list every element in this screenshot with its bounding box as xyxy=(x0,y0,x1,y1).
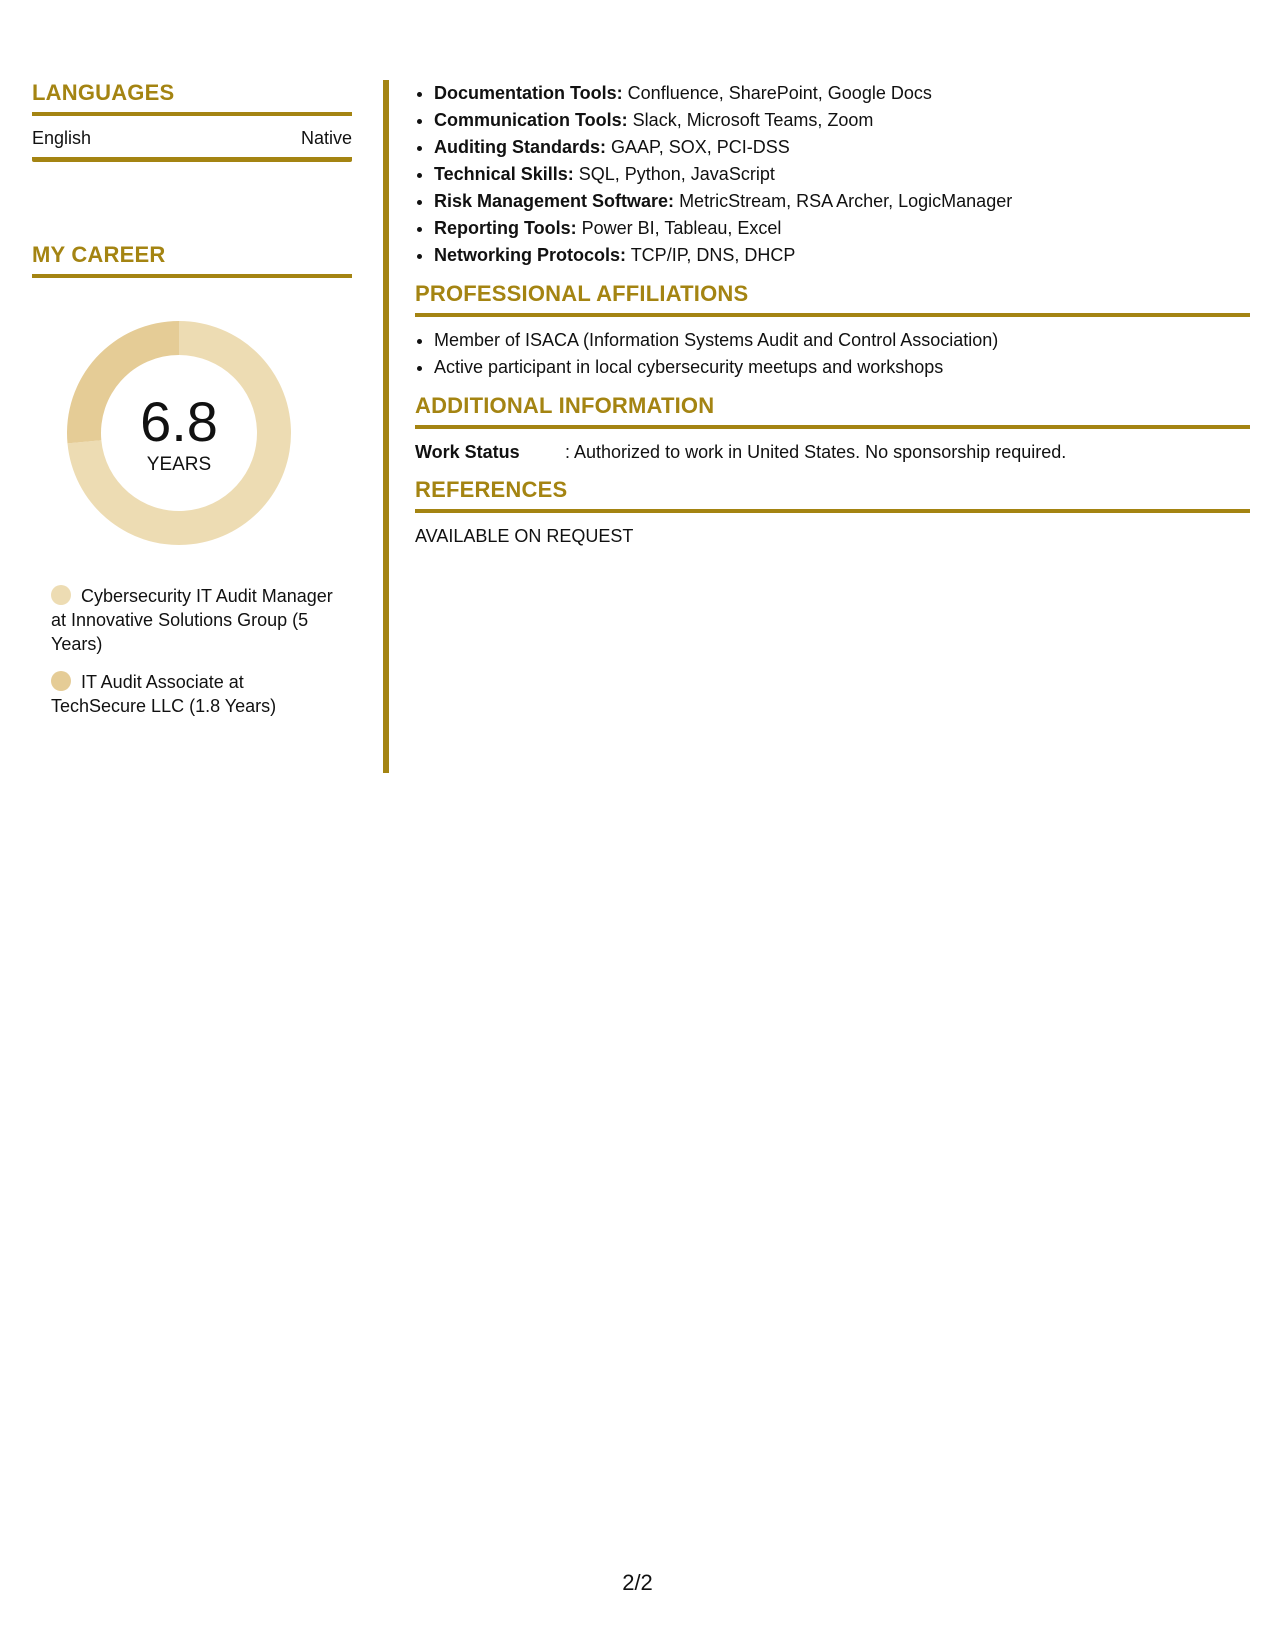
language-name: English xyxy=(32,128,92,148)
page-number: 2/2 xyxy=(622,1570,653,1595)
affiliations-list xyxy=(415,327,1250,381)
skill-item xyxy=(434,161,1250,188)
legend-item xyxy=(51,584,341,656)
skill-value: Power BI, Tableau, Excel xyxy=(576,218,782,238)
skill-value: TCP/IP, DNS, DHCP xyxy=(626,245,796,265)
affiliation-item: • Active participant in local cybersecurity meetups and workshops xyxy=(434,354,1250,381)
left-column xyxy=(32,80,352,732)
skills-list xyxy=(415,80,1250,269)
legend-dot-icon xyxy=(51,671,71,691)
skill-label: Auditing Standards: xyxy=(434,137,606,157)
skill-item xyxy=(434,242,1250,269)
skill-item xyxy=(434,107,1250,134)
career-donut-chart xyxy=(64,318,294,548)
skill-value: Slack, Microsoft Teams, Zoom xyxy=(627,110,874,130)
skill-item xyxy=(434,134,1250,161)
skill-item xyxy=(434,188,1250,215)
skill-label: Risk Management Software: xyxy=(434,191,675,211)
skill-item xyxy=(434,80,1250,107)
career-total-value: 6.8 xyxy=(140,390,218,453)
skill-label: Reporting Tools: xyxy=(434,218,577,238)
affiliation-item: • Member of ISACA (Information Systems Audit and Control Association) xyxy=(434,327,1250,354)
skill-label: Documentation Tools: xyxy=(434,83,623,103)
skill-label: Communication Tools: xyxy=(434,110,628,130)
references-heading: REFERENCES xyxy=(415,477,1250,513)
additional-info-heading: ADDITIONAL INFORMATION xyxy=(415,393,1250,429)
legend-label: Cybersecurity IT Audit Manager at Innovative Solutions Group (5 Years) xyxy=(51,586,333,654)
skill-value: GAAP, SOX, PCI-DSS xyxy=(606,137,790,157)
languages-heading: LANGUAGES xyxy=(32,80,352,116)
language-row xyxy=(32,116,352,162)
skill-item xyxy=(434,215,1250,242)
legend-dot-icon xyxy=(51,585,71,605)
work-status-value: : Authorized to work in United States. No sponsorship required. xyxy=(565,442,1067,462)
legend-label: IT Audit Associate at TechSecure LLC (1.8 Years) xyxy=(51,672,277,716)
skill-label: Technical Skills: xyxy=(434,164,574,184)
skill-value: SQL, Python, JavaScript xyxy=(573,164,775,184)
affiliations-section xyxy=(415,281,1250,381)
skill-value: MetricStream, RSA Archer, LogicManager xyxy=(674,191,1013,211)
career-heading: MY CAREER xyxy=(32,242,352,278)
skill-label: Networking Protocols: xyxy=(434,245,627,265)
legend-item xyxy=(51,670,341,718)
affiliations-heading: PROFESSIONAL AFFILIATIONS xyxy=(415,281,1250,317)
additional-info-section xyxy=(415,393,1250,465)
references-text: AVAILABLE ON REQUEST xyxy=(415,526,634,546)
right-column xyxy=(415,80,1250,549)
work-status-row xyxy=(415,439,1250,465)
column-divider xyxy=(383,80,389,773)
work-status-label: Work Status xyxy=(415,442,520,462)
career-legend xyxy=(51,584,341,718)
skill-value: Confluence, SharePoint, Google Docs xyxy=(622,83,932,103)
language-level: Native xyxy=(300,128,352,148)
career-total-unit: YEARS xyxy=(146,454,212,475)
donut-center xyxy=(64,318,294,548)
references-section xyxy=(415,477,1250,549)
